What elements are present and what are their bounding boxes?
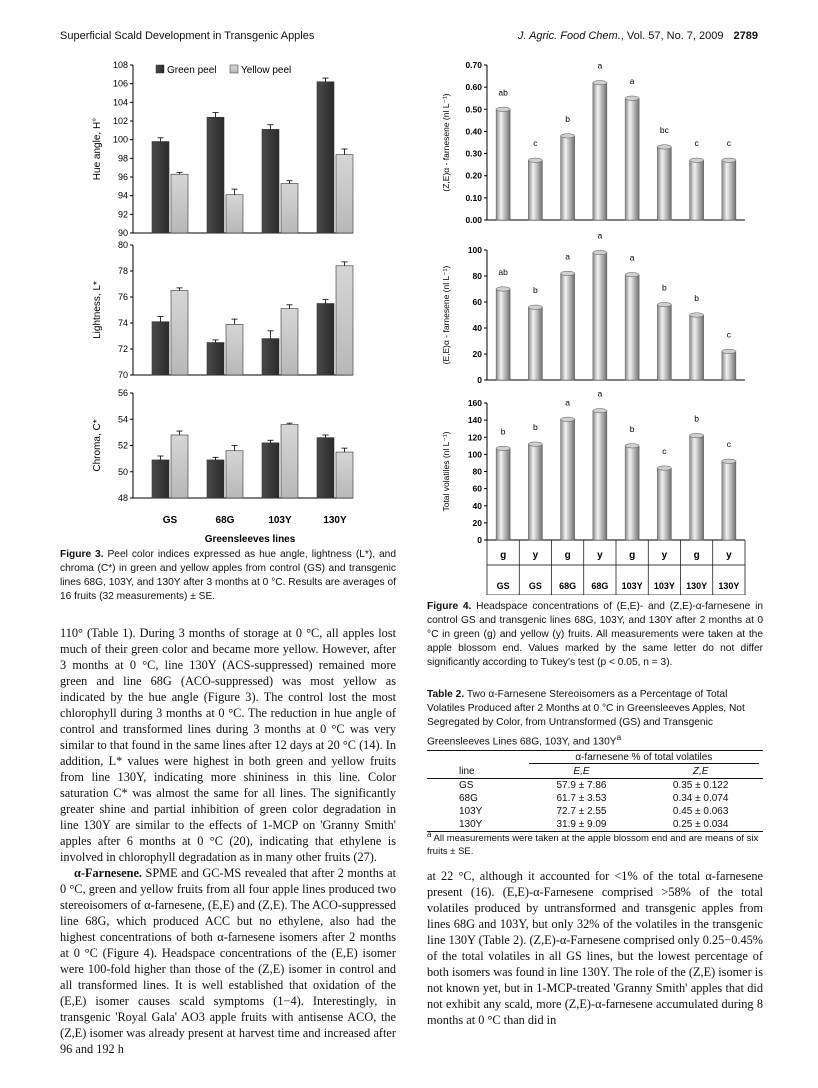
significance-letter: b bbox=[629, 423, 635, 434]
table-2-footnote bbox=[427, 828, 763, 858]
y-tick-label: 48 bbox=[117, 493, 128, 503]
table-row bbox=[427, 792, 763, 805]
x-category-label: 68G bbox=[215, 515, 235, 526]
figure-3-caption-label: Figure 3. bbox=[60, 549, 104, 560]
figure-4-caption-label: Figure 4. bbox=[427, 601, 472, 612]
cylinder-bar-top bbox=[722, 349, 736, 353]
journal-name: J. Agric. Food Chem. bbox=[517, 30, 621, 42]
table-cell-line: 130Y bbox=[459, 819, 483, 830]
y-tick-label: 54 bbox=[117, 414, 128, 425]
table-2-footnote-mark: a bbox=[427, 830, 432, 839]
bar-yellow bbox=[336, 155, 353, 233]
bar-green bbox=[152, 322, 169, 375]
bar-yellow bbox=[226, 195, 243, 233]
y-tick-label: 78 bbox=[117, 266, 128, 276]
cylinder-bar bbox=[690, 436, 704, 540]
y-tick-label: 0.60 bbox=[465, 82, 482, 93]
table-2-col-ee: E,E bbox=[573, 766, 590, 777]
legend-swatch-yellow bbox=[230, 65, 238, 73]
figure-4-caption-text: Headspace concentrations of (E,E)- and (Z,E)-α-farnesene in control GS and transgenic lines 68G, 103Y, and 130Y after 2 months at 0 °C in green (g) and yellow (y) fruits. All measurements were taken at the apple blossom end. Values marked by the same letter do not differ significantly according to Tukey's test (p < 0.05, n = 3). bbox=[427, 601, 763, 668]
significance-letter: c bbox=[726, 329, 731, 340]
bar-yellow bbox=[171, 435, 188, 498]
cylinder-bar bbox=[690, 160, 704, 220]
table-cell-ee: 61.7 ± 3.53 bbox=[556, 793, 607, 804]
figure-4-panel-3 bbox=[441, 389, 745, 545]
significance-letter: c bbox=[662, 446, 667, 457]
bar-yellow bbox=[171, 174, 188, 233]
cylinder-bar bbox=[496, 109, 510, 220]
y-tick-label: 0.10 bbox=[465, 192, 482, 203]
y-tick-label: 0.30 bbox=[465, 148, 482, 159]
figure-3-chart bbox=[60, 55, 405, 550]
x-line-label: GS bbox=[496, 581, 510, 591]
y-tick-label: 80 bbox=[472, 466, 482, 477]
cylinder-bar bbox=[625, 275, 639, 380]
x-line-label: 130Y bbox=[686, 581, 708, 591]
y-tick-label: 0 bbox=[477, 535, 482, 545]
legend-label-yellow: Yellow peel bbox=[241, 65, 292, 76]
y-tick-label: 0.00 bbox=[465, 215, 482, 225]
y-tick-label: 160 bbox=[467, 398, 482, 408]
cylinder-bar bbox=[561, 273, 575, 380]
figure-4-panel-2 bbox=[441, 231, 745, 385]
y-tick-label: 56 bbox=[117, 388, 128, 398]
x-category-label: 103Y bbox=[268, 515, 292, 526]
table-2-footnote-text: All measurements were taken at the apple blossom end and are means of six fruits ± SE. bbox=[427, 833, 759, 858]
table-cell-ee: 57.9 ± 7.86 bbox=[556, 780, 607, 791]
y-tick-label: 98 bbox=[117, 153, 128, 164]
x-color-label: y bbox=[597, 550, 603, 561]
bar-green bbox=[207, 460, 224, 498]
y-tick-label: 100 bbox=[112, 134, 128, 145]
body-column-left bbox=[60, 625, 396, 1057]
cylinder-bar bbox=[528, 160, 542, 220]
table-2-title bbox=[427, 688, 763, 749]
table-2-span-header bbox=[525, 751, 763, 766]
bar-green bbox=[152, 460, 169, 498]
figure-3-panel-1 bbox=[92, 60, 353, 238]
significance-letter: b bbox=[694, 413, 699, 424]
y-tick-label: 60 bbox=[472, 297, 482, 307]
table-2 bbox=[427, 750, 763, 832]
y-tick-label: 74 bbox=[117, 318, 128, 328]
y-tick-label: 0.70 bbox=[465, 60, 482, 70]
y-axis-label: Hue angle, H° bbox=[92, 117, 103, 181]
significance-letter: ab bbox=[498, 87, 508, 98]
cylinder-bar-top bbox=[561, 271, 575, 275]
cylinder-bar-top bbox=[561, 134, 575, 138]
running-header-journal bbox=[518, 30, 758, 42]
x-color-label: g bbox=[693, 550, 700, 561]
y-tick-label: 104 bbox=[112, 97, 128, 108]
y-tick-label: 20 bbox=[472, 517, 482, 528]
cylinder-bar bbox=[496, 448, 510, 540]
cylinder-bar-top bbox=[496, 107, 510, 111]
cylinder-bar bbox=[593, 411, 607, 540]
bar-green bbox=[262, 443, 279, 498]
cylinder-bar bbox=[528, 307, 542, 380]
y-tick-label: 50 bbox=[117, 466, 128, 477]
x-axis-label: Greensleeves lines bbox=[204, 534, 296, 545]
bar-green bbox=[317, 438, 334, 498]
significance-letter: a bbox=[565, 251, 570, 262]
y-tick-label: 140 bbox=[467, 415, 482, 426]
bar-yellow bbox=[226, 451, 243, 498]
cylinder-bar bbox=[657, 468, 671, 540]
y-tick-label: 108 bbox=[112, 60, 128, 70]
significance-letter: b bbox=[533, 285, 538, 296]
y-tick-label: 20 bbox=[472, 349, 482, 359]
bar-yellow bbox=[336, 452, 353, 498]
cylinder-bar bbox=[690, 315, 704, 380]
x-line-label: 68G bbox=[591, 581, 609, 591]
table-cell-ze: 0.35 ± 0.122 bbox=[672, 780, 729, 791]
y-tick-label: 100 bbox=[467, 245, 482, 255]
x-color-label: g bbox=[564, 550, 571, 561]
table-row bbox=[427, 779, 763, 793]
cylinder-bar bbox=[528, 444, 542, 540]
y-tick-label: 94 bbox=[117, 190, 128, 201]
cylinder-bar bbox=[561, 136, 575, 220]
page-number: 2789 bbox=[733, 30, 758, 42]
cylinder-bar bbox=[722, 160, 736, 220]
cylinder-bar bbox=[625, 446, 639, 540]
paragraph: at 22 °C, although it accounted for <1% of the total α-farnesene present (16). (E,E)-α-Farnesene comprised >58% of the total volatiles produced by untransformed and transgenic apples from lines 68G and 103Y, but only 32% of the volatiles in the transgenic line 130Y (Table 2). (Z,E)-α-Farnesene comprised only 0.25−0.45% of the total volatiles in all GS lines, but the lowest percentage of both isomers was found in line 130Y. The role of the (Z,E) isomer is not known yet, but in 1-MCP-treated 'Granny Smith' apples that did not exhibit any scald, more (Z,E)-α-farnesene accumulated during 8 months at 0 °C than did in bbox=[427, 869, 763, 1027]
y-tick-label: 80 bbox=[472, 271, 482, 281]
significance-letter: bc bbox=[659, 124, 669, 135]
significance-letter: b bbox=[565, 113, 570, 124]
cylinder-bar-top bbox=[690, 313, 704, 317]
bar-yellow bbox=[281, 425, 298, 499]
paragraph-text: SPME and GC-MS revealed that after 2 months at 0 °C, green and yellow fruits from all four apple lines produced two stereoisomers of α-farnesene, (E,E) and (Z,E). The ACO-suppressed line 68G, which produced ACC but no ethylene, also had the highest concentrations of both α-farnesene isomers after 2 months at 0 °C (Figure 4). Headspace concentrations of the (E,E) isomer were 100-fold higher than those of the (Z,E) isomer in control and all transformed lines. It is well established that oxidation of the (E,E) isomer causes scald symptoms (1−4). Interestingly, in transgenic 'Royal Gala' AO3 apple fruits with antisense ACO, the (Z,E) isomer was already present at harvest time and increased after 96 and 192 h bbox=[60, 866, 396, 1056]
table-cell-line: GS bbox=[459, 780, 474, 791]
cylinder-bar-top bbox=[690, 158, 704, 162]
cylinder-bar-top bbox=[625, 96, 639, 100]
table-2-title-footnote-mark: a bbox=[616, 732, 622, 742]
table-2-col-line: line bbox=[459, 766, 475, 777]
y-axis-label: (E,E)α - farnesene (nl L⁻¹) bbox=[441, 265, 451, 365]
significance-letter: a bbox=[629, 76, 635, 87]
cylinder-bar bbox=[657, 305, 671, 380]
y-tick-label: 0.50 bbox=[465, 104, 482, 115]
significance-letter: b bbox=[500, 426, 506, 437]
x-category-label: GS bbox=[162, 515, 178, 526]
figure-4-caption bbox=[427, 600, 763, 670]
cylinder-bar-top bbox=[625, 444, 639, 448]
x-color-label: g bbox=[629, 550, 636, 561]
x-color-label: y bbox=[661, 550, 668, 561]
bar-yellow bbox=[281, 184, 298, 233]
significance-letter: ab bbox=[498, 267, 508, 277]
y-tick-label: 0.20 bbox=[465, 170, 482, 181]
y-tick-label: 96 bbox=[117, 172, 128, 182]
bar-green bbox=[152, 142, 169, 233]
significance-letter: b bbox=[662, 282, 667, 293]
figure-3-caption bbox=[60, 548, 396, 604]
y-axis-label: Total volatiles (nl L⁻¹) bbox=[441, 431, 451, 512]
bar-green bbox=[262, 339, 279, 375]
y-tick-label: 106 bbox=[112, 78, 128, 89]
x-color-label: y bbox=[532, 550, 539, 561]
y-axis-label: Lightness, L* bbox=[92, 281, 103, 339]
bar-green bbox=[207, 117, 224, 233]
x-line-label: 103Y bbox=[621, 581, 643, 591]
figure-3-panel-2 bbox=[92, 240, 353, 380]
y-tick-label: 40 bbox=[472, 323, 482, 333]
table-cell-ee: 31.9 ± 9.09 bbox=[556, 819, 607, 830]
running-header-title: Superficial Scald Development in Transgenic Apples bbox=[60, 30, 315, 42]
significance-letter: b bbox=[533, 422, 538, 433]
bar-yellow bbox=[336, 266, 353, 375]
significance-letter: c bbox=[694, 138, 699, 149]
table-2-col-ze: Z,E bbox=[692, 766, 709, 777]
table-row bbox=[427, 805, 763, 818]
significance-letter: c bbox=[533, 138, 538, 149]
figure-4-chart bbox=[425, 55, 770, 595]
significance-letter: b bbox=[694, 293, 699, 303]
cylinder-bar-top bbox=[657, 145, 671, 149]
x-line-label: GS bbox=[528, 581, 542, 591]
y-axis-label: (Z,E)α - farnesene (nl L⁻¹) bbox=[441, 93, 451, 192]
legend-label-green: Green peel bbox=[167, 65, 217, 76]
figure-3-caption-text: Peel color indices expressed as hue angle, lightness (L*), and chroma (C*) in green and yellow apples from control (GS) and transgenic lines 68G, 103Y, and 130Y after 3 months at 0 °C. Results are averages of 16 fruits (32 measurements) ± SE. bbox=[60, 549, 396, 602]
y-tick-label: 120 bbox=[467, 432, 482, 443]
cylinder-bar bbox=[593, 253, 607, 380]
table-cell-ee: 72.7 ± 2.55 bbox=[556, 806, 607, 817]
cylinder-bar-top bbox=[528, 305, 542, 309]
table-2-blank-header bbox=[427, 751, 525, 766]
y-tick-label: 80 bbox=[117, 240, 128, 250]
bar-green bbox=[262, 129, 279, 233]
table-cell-ze: 0.45 ± 0.063 bbox=[672, 806, 729, 817]
y-tick-label: 52 bbox=[117, 440, 128, 451]
x-color-label: y bbox=[726, 550, 732, 561]
cylinder-bar bbox=[657, 147, 671, 220]
x-category-label: 130Y bbox=[323, 515, 347, 526]
cylinder-bar-top bbox=[496, 446, 510, 450]
paragraph: 110° (Table 1). During 3 months of storage at 0 °C, all apples lost much of their green color and became more yellow. However, after 3 months at 0 °C, line 130Y (ACS-suppressed) remained more green and line 68G (ACO-suppressed) was most yellow as indicated by the hue angle (Figure 3). The control lost the most chlorophyll during 3 months at 0 °C. The reduction in hue angle of control and transformed lines during 3 months at 0 °C was very similar to that found in the same lines after 12 days at 20 °C (14). In addition, L* values were highest in both green and yellow fruits from line 130Y, indicating more shininess in this line. Color saturation C* was almost the same for all lines. The significantly greater shine and partial inhibition of green color degradation in line 130Y are similar to the effects of 1-MCP on 'Granny Smith' apples after 6 months at 0 °C (20), indicating that ethylene is involved in chlorophyll degradation as in many other fruits (27). bbox=[60, 626, 396, 864]
bar-yellow bbox=[281, 309, 298, 375]
cylinder-bar-top bbox=[722, 158, 736, 162]
significance-letter: a bbox=[565, 397, 570, 408]
y-tick-label: 90 bbox=[117, 228, 128, 238]
y-tick-label: 60 bbox=[472, 483, 482, 494]
cylinder-bar-top bbox=[722, 459, 736, 463]
significance-letter: c bbox=[726, 138, 731, 149]
table-2-label: Table 2. bbox=[427, 689, 465, 700]
significance-letter: c bbox=[726, 439, 731, 450]
significance-letter: a bbox=[597, 230, 603, 241]
table-cell-ze: 0.34 ± 0.074 bbox=[672, 793, 729, 804]
bar-green bbox=[207, 343, 224, 376]
table-2-span-header-text: α-farnesene % of total volatiles bbox=[529, 752, 759, 764]
paragraph bbox=[60, 865, 396, 1057]
section-heading: α-Farnesene. bbox=[74, 866, 142, 880]
cylinder-bar-top bbox=[657, 302, 671, 306]
cylinder-bar-top bbox=[593, 250, 607, 254]
y-tick-label: 72 bbox=[117, 344, 128, 354]
legend-swatch-green bbox=[156, 65, 164, 73]
y-tick-label: 102 bbox=[112, 116, 128, 126]
cylinder-bar bbox=[561, 419, 575, 540]
y-tick-label: 76 bbox=[117, 292, 128, 302]
x-color-label: g bbox=[500, 550, 507, 561]
cylinder-bar-top bbox=[528, 442, 542, 446]
significance-letter: a bbox=[597, 388, 603, 399]
figure-3-panel-3 bbox=[92, 388, 353, 503]
cylinder-bar bbox=[722, 461, 736, 540]
cylinder-bar-top bbox=[593, 81, 607, 85]
cylinder-bar-top bbox=[625, 273, 639, 277]
table-cell-ze: 0.25 ± 0.034 bbox=[672, 819, 729, 830]
cylinder-bar bbox=[722, 351, 736, 380]
y-tick-label: 100 bbox=[467, 449, 482, 460]
x-line-label: 130Y bbox=[718, 581, 740, 591]
cylinder-bar-top bbox=[561, 417, 575, 421]
cylinder-bar bbox=[593, 83, 607, 220]
y-tick-label: 40 bbox=[472, 500, 482, 511]
bar-yellow bbox=[226, 324, 243, 375]
x-line-label: 68G bbox=[559, 581, 577, 591]
bar-yellow bbox=[171, 291, 188, 376]
cylinder-bar bbox=[496, 289, 510, 380]
cylinder-bar-top bbox=[528, 158, 542, 162]
bar-green bbox=[317, 82, 334, 233]
bar-green bbox=[317, 304, 334, 376]
cylinder-bar-top bbox=[657, 466, 671, 470]
significance-letter: a bbox=[629, 252, 635, 263]
y-tick-label: 92 bbox=[117, 209, 128, 220]
table-cell-line: 103Y bbox=[459, 806, 483, 817]
figure-4-panel-1 bbox=[441, 60, 745, 225]
y-tick-label: 70 bbox=[117, 370, 128, 380]
cylinder-bar-top bbox=[593, 409, 607, 413]
y-tick-label: 0.40 bbox=[465, 126, 482, 137]
significance-letter: a bbox=[597, 60, 603, 71]
body-column-right bbox=[427, 868, 763, 1028]
journal-volume: , Vol. 57, No. 7, 2009 bbox=[620, 30, 724, 42]
cylinder-bar-top bbox=[496, 287, 510, 291]
table-2-title-text: Two α-Farnesene Stereoisomers as a Percentage of Total Volatiles Produced after 2 Months at 0 °C in Greensleeves Apples, Not Segregated by Color, from Untransformed (GS) and Transgenic Greensleeves Lines 68G, 103Y, and 130Y bbox=[427, 689, 745, 748]
cylinder-bar-top bbox=[690, 433, 704, 437]
cylinder-bar bbox=[625, 98, 639, 220]
y-tick-label: 0 bbox=[477, 375, 482, 385]
y-axis-label: Chroma, C* bbox=[92, 419, 103, 472]
table-cell-line: 68G bbox=[459, 793, 478, 804]
x-line-label: 103Y bbox=[653, 581, 675, 591]
